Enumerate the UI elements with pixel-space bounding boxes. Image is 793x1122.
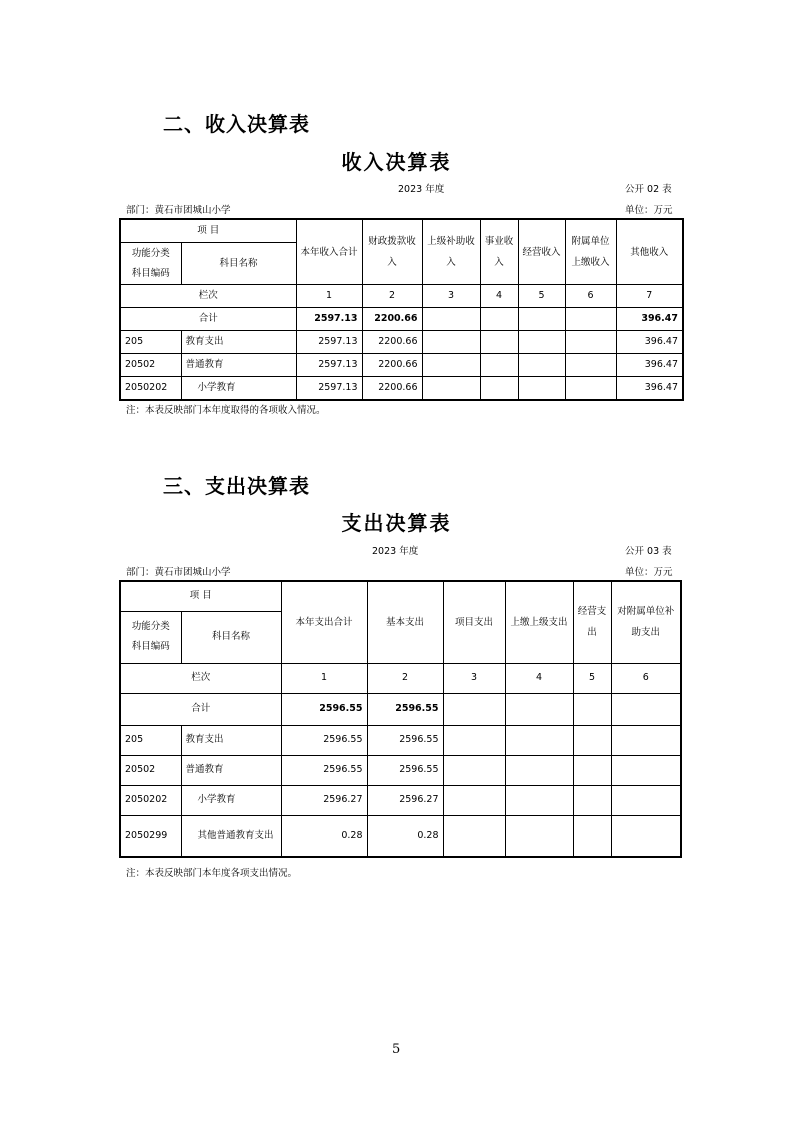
row-value [505,815,573,857]
row-code: 20502 [120,354,181,377]
row-code: 205 [120,331,181,354]
row-value [565,377,616,401]
row-code: 20502 [120,755,181,785]
row-value [573,785,611,815]
page-number: 5 [392,1042,401,1057]
row-value [518,377,565,401]
expenditure-table-title: 支出决算表 [341,511,452,535]
row-value [443,725,505,755]
col-number: 3 [422,285,480,308]
row-value [565,354,616,377]
row-value [611,815,681,857]
row-value [443,755,505,785]
total-value [611,693,681,725]
row-code: 2050299 [120,815,181,857]
row-name: 小学教育 [181,377,296,401]
row-value: 0.28 [367,815,443,857]
total-value: 396.47 [616,308,683,331]
row-value [505,785,573,815]
col-number: 6 [565,285,616,308]
row-value [422,331,480,354]
income-table [119,218,684,401]
header-operating-income: 经营收入 [518,219,565,285]
row-value: 2200.66 [362,354,422,377]
row-name: 教育支出 [181,725,281,755]
row-value: 2596.55 [367,755,443,785]
row-value [565,331,616,354]
row-value [611,785,681,815]
col-number: 4 [505,663,573,693]
expenditure-table-code: 公开 03 表 [625,546,672,557]
row-value: 2597.13 [296,354,362,377]
row-name: 普通教育 [181,354,296,377]
total-value [422,308,480,331]
expenditure-year: 2023 年度 [372,546,419,557]
row-value: 2596.55 [281,755,367,785]
header-superior-subsidy: 上级补助收入 [422,219,480,285]
row-value [573,755,611,785]
col-row-label: 栏次 [120,663,281,693]
header-affiliated-subsidy: 对附属单位补助支出 [611,581,681,663]
total-value [565,308,616,331]
table-row [120,755,681,785]
total-value [480,308,518,331]
total-label: 合计 [120,308,296,331]
row-value [422,377,480,401]
row-value: 2596.55 [367,725,443,755]
row-value [573,725,611,755]
total-value: 2200.66 [362,308,422,331]
total-value [518,308,565,331]
header-total-expenditure: 本年支出合计 [281,581,367,663]
header-affiliated-income: 附属单位上缴收入 [565,219,616,285]
row-value: 2597.13 [296,331,362,354]
row-value: 396.47 [616,377,683,401]
header-project-expenditure: 项目支出 [443,581,505,663]
col-number: 7 [616,285,683,308]
row-value [443,815,505,857]
col-number: 5 [573,663,611,693]
col-row-label: 栏次 [120,285,296,308]
header-item: 项 目 [120,581,281,611]
col-number: 4 [480,285,518,308]
total-row [120,308,683,331]
table-row [120,377,683,401]
header-basic-expenditure: 基本支出 [367,581,443,663]
row-name: 教育支出 [181,331,296,354]
table-row [120,331,683,354]
row-name: 小学教育 [181,785,281,815]
table-row [120,785,681,815]
header-other-income: 其他收入 [616,219,683,285]
total-value: 2596.55 [281,693,367,725]
row-value [422,354,480,377]
row-code: 2050202 [120,785,181,815]
header-total-income: 本年收入合计 [296,219,362,285]
row-name: 其他普通教育支出 [181,815,281,857]
col-number: 6 [611,663,681,693]
header-func-code: 功能分类 科目编码 [120,611,181,663]
expenditure-table [119,580,682,858]
row-value [611,725,681,755]
col-number: 1 [296,285,362,308]
header-remit-superior: 上缴上级支出 [505,581,573,663]
header-subject-name: 科目名称 [181,243,296,285]
row-name: 普通教育 [181,755,281,785]
total-value [443,693,505,725]
expenditure-note: 注：本表反映部门本年度各项支出情况。 [126,868,298,879]
expenditure-unit: 单位：万元 [625,567,673,578]
income-table-code: 公开 02 表 [625,184,672,195]
row-code: 2050202 [120,377,181,401]
table-row [120,725,681,755]
total-value [573,693,611,725]
row-value [573,815,611,857]
row-value [518,354,565,377]
row-value: 2200.66 [362,331,422,354]
row-value: 0.28 [281,815,367,857]
expenditure-department: 部门：黄石市团城山小学 [126,567,231,578]
row-value [480,377,518,401]
row-value [443,785,505,815]
row-value: 396.47 [616,331,683,354]
header-fiscal-appropriation: 财政拨款收入 [362,219,422,285]
income-unit: 单位：万元 [625,205,673,216]
header-operating-expenditure: 经营支出 [573,581,611,663]
row-value [505,725,573,755]
row-value [480,331,518,354]
row-value: 396.47 [616,354,683,377]
col-number: 1 [281,663,367,693]
total-label: 合计 [120,693,281,725]
row-value [505,755,573,785]
income-department: 部门：黄石市团城山小学 [126,205,231,216]
table-row [120,815,681,857]
col-number: 2 [362,285,422,308]
total-value: 2597.13 [296,308,362,331]
total-value [505,693,573,725]
total-value: 2596.55 [367,693,443,725]
row-value [518,331,565,354]
income-year: 2023 年度 [398,184,445,195]
total-row [120,693,681,725]
col-number: 5 [518,285,565,308]
row-value [611,755,681,785]
row-value [480,354,518,377]
header-item: 项 目 [120,219,296,243]
row-value: 2596.55 [281,725,367,755]
income-note: 注：本表反映部门本年度取得的各项收入情况。 [126,405,326,416]
section-heading-income: 二、收入决算表 [163,112,310,136]
row-value: 2596.27 [281,785,367,815]
col-number: 3 [443,663,505,693]
income-table-title: 收入决算表 [341,150,452,174]
row-code: 205 [120,725,181,755]
row-value: 2597.13 [296,377,362,401]
col-number: 2 [367,663,443,693]
section-heading-expenditure: 三、支出决算表 [163,474,310,498]
row-value: 2596.27 [367,785,443,815]
table-row [120,354,683,377]
header-func-code: 功能分类 科目编码 [120,243,181,285]
header-subject-name: 科目名称 [181,611,281,663]
header-business-income: 事业收入 [480,219,518,285]
row-value: 2200.66 [362,377,422,401]
